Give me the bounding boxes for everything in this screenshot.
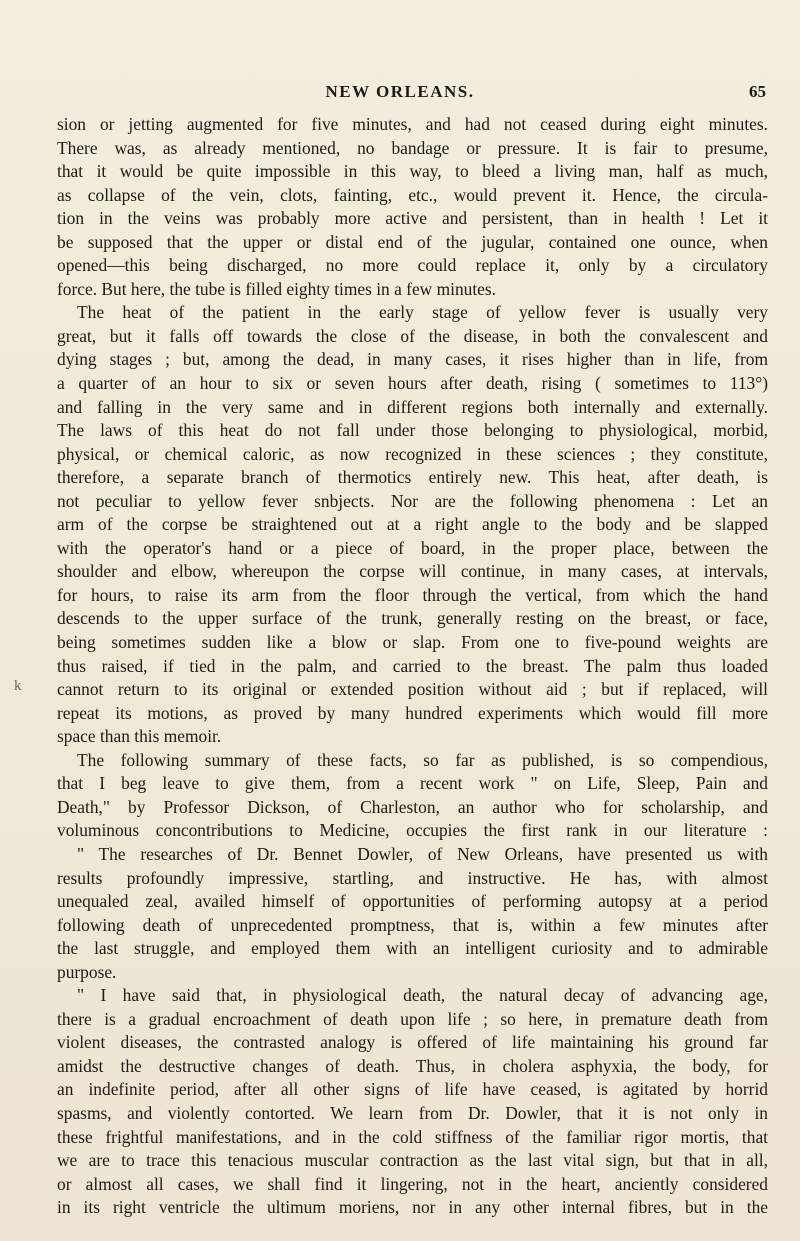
text-line: opened—this being discharged, no more could replace it, only by a circulatory [57, 255, 768, 276]
text-line: with the operator's hand or a piece of board, in the proper place, between the [57, 537, 768, 558]
text-line: for hours, to raise its arm from the floor through the vertical, from which the hand [57, 584, 768, 605]
text-line: following death of unprecedented promptness, that is, within a few minutes after [57, 914, 768, 935]
text-line: The following summary of these facts, so far as published, is so compendious, [77, 749, 768, 770]
text-line: voluminous concontributions to Medicine, occupies the first rank in our literature : [57, 820, 768, 841]
running-title: NEW ORLEANS. [325, 82, 475, 101]
text-line: therefore, a separate branch of thermotics entirely new. This heat, after death, is [57, 467, 768, 488]
text-line: as collapse of the vein, clots, fainting, etc., would prevent it. Hence, the circula- [57, 184, 768, 205]
text-line: not peculiar to yellow fever snbjects. Nor are the following phenomena : Let an [57, 490, 768, 511]
text-line: a quarter of an hour to six or seven hours after death, rising ( sometimes to 113°) [57, 373, 768, 394]
text-line: physical, or chemical caloric, as now recognized in these sciences ; they constitute, [57, 443, 768, 464]
text-line: " I have said that, in physiological death, the natural decay of advancing age, [77, 985, 768, 1006]
text-line: unequaled zeal, availed himself of opportunities of performing autopsy at a period [57, 891, 768, 912]
text-line: violent diseases, the contrasted analogy is offered of life maintaining his ground far [57, 1032, 768, 1053]
text-line: an indefinite period, after all other signs of life have ceased, is agitated by horrid [57, 1079, 768, 1100]
text-line: The heat of the patient in the early stage of yellow fever is usually very [77, 302, 768, 323]
text-line: that I beg leave to give them, from a recent work " on Life, Sleep, Pain and [57, 773, 768, 794]
text-line: " The researches of Dr. Bennet Dowler, of New Orleans, have presented us with [77, 843, 768, 864]
text-line: purpose. [57, 961, 117, 982]
text-line: these frightful manifestations, and in the cold stiffness of the familiar rigor mortis, that [57, 1126, 768, 1147]
text-line: thus raised, if tied in the palm, and carried to the breast. The palm thus loaded [57, 655, 768, 676]
text-line: space than this memoir. [57, 726, 222, 747]
text-line: spasms, and violently contorted. We learn from Dr. Dowler, that it is not only in [57, 1102, 768, 1123]
body-text [57, 113, 768, 1220]
text-line: sion or jetting augmented for five minutes, and had not ceased during eight minutes. [57, 114, 768, 134]
text-line: tion in the veins was probably more active and persistent, than in health ! Let it [57, 208, 768, 229]
running-head [0, 82, 800, 108]
text-line: shoulder and elbow, whereupon the corpse will continue, in many cases, at intervals, [57, 561, 768, 582]
text-line: Death," by Professor Dickson, of Charleston, an author who for scholarship, and [57, 796, 768, 817]
text-line: results profoundly impressive, startling, and instructive. He has, with almost [57, 867, 768, 888]
text-line: force. But here, the tube is filled eighty times in a few minutes. [57, 278, 496, 299]
text-line: and falling in the very same and in different regions both internally and externally. [57, 396, 768, 417]
text-line: cannot return to its original or extended position without aid ; but if replaced, will [57, 679, 768, 700]
text-line: in its right ventricle the ultimum moriens, nor in any other internal fibres, but in the [57, 1197, 768, 1218]
text-line: we are to trace this tenacious muscular contraction as the last vital sign, but that in all, [57, 1150, 768, 1171]
margin-mark: k [14, 678, 22, 694]
page-number: 65 [749, 82, 766, 101]
text-line: that it would be quite impossible in this way, to bleed a living man, half as much, [57, 161, 768, 182]
text-line: the last struggle, and employed them with an intelligent curiosity and to admirable [57, 938, 768, 959]
text-line: arm of the corpse be straightened out at a right angle to the body and be slapped [57, 514, 768, 535]
text-line: The laws of this heat do not fall under those belonging to physiological, morbid, [57, 420, 768, 441]
text-line: there is a gradual encroachment of death upon life ; so here, in premature death from [57, 1008, 768, 1029]
text-line: amidst the destructive changes of death. Thus, in cholera asphyxia, the body, for [57, 1055, 768, 1076]
text-line: repeat its motions, as proved by many hundred experiments which would fill more [57, 702, 768, 723]
text-line: dying stages ; but, among the dead, in many cases, it rises higher than in life, from [57, 349, 768, 370]
text-line: or almost all cases, we shall find it lingering, not in the heart, anciently considered [57, 1173, 768, 1194]
text-line: being sometimes sudden like a blow or slap. From one to five-pound weights are [57, 632, 768, 653]
text-line: descends to the upper surface of the trunk, generally resting on the breast, or face, [57, 608, 768, 629]
text-line: be supposed that the upper or distal end of the jugular, contained one ounce, when [57, 231, 768, 252]
text-line: great, but it falls off towards the close of the disease, in both the convalescent and [57, 325, 768, 346]
text-line: There was, as already mentioned, no bandage or pressure. It is fair to presume, [57, 137, 768, 158]
